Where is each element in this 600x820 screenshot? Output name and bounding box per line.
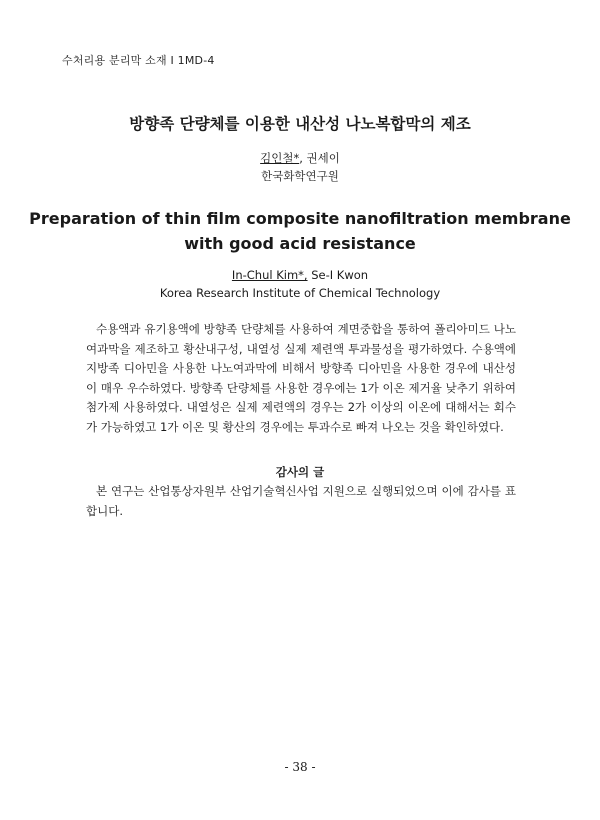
coauthors-english: Se-I Kwon — [307, 268, 369, 282]
corresponding-author-korean: 김인철* — [260, 151, 300, 165]
abstract-paragraph: 수용액과 유기용액에 방향족 단량체를 사용하여 계면중합을 통하여 폴리아미드 나노여과막을 제조하고 황산내구성, 내열성 실제 제련액 투과물성을 평가하였다. 수용액에 지방족 디아민을 사용한 나노여과막에 비해서 방향족 디아민을 사용한 경우에 내산성이 매우 우수하였다. 방향족 단량체를 사용한 경우에는 1가 이온 제거율 낮추기 위하여 첨가제 사용하였다. 내열성은 실제 제련액의 경우는 2가 이상의 이온에 대해서는 회수가 가능하였고 1가 이온 및 황산의 경우에는 투과수로 빠져 나오는 것을 확인하였다. — [86, 322, 516, 434]
paper-title-english — [0, 206, 600, 256]
paper-title-english-line2: with good acid resistance — [184, 234, 416, 253]
corresponding-author-english: In-Chul Kim*, — [231, 268, 308, 282]
coauthors-korean: , 권세이 — [299, 151, 340, 165]
session-tag: 수처리용 분리막 소재 Ⅰ 1MD-4 — [62, 54, 215, 67]
authors-korean — [0, 150, 600, 166]
paper-title-korean: 방향족 단량체를 이용한 내산성 나노복합막의 제조 — [129, 115, 471, 133]
page-number: - 38 - — [284, 760, 316, 774]
affiliation-korean: 한국화학연구원 — [261, 169, 339, 183]
affiliation-english: Korea Research Institute of Chemical Technology — [159, 286, 441, 300]
paper-title-english-line1: Preparation of thin film composite nanofiltration membrane — [29, 209, 571, 228]
acknowledgment-body: 본 연구는 산업통상자원부 산업기술혁신사업 지원으로 실행되었으며 이에 감사를 표합니다. — [86, 484, 516, 518]
acknowledgment-heading: 감사의 글 — [275, 465, 325, 479]
authors-english — [0, 268, 600, 282]
